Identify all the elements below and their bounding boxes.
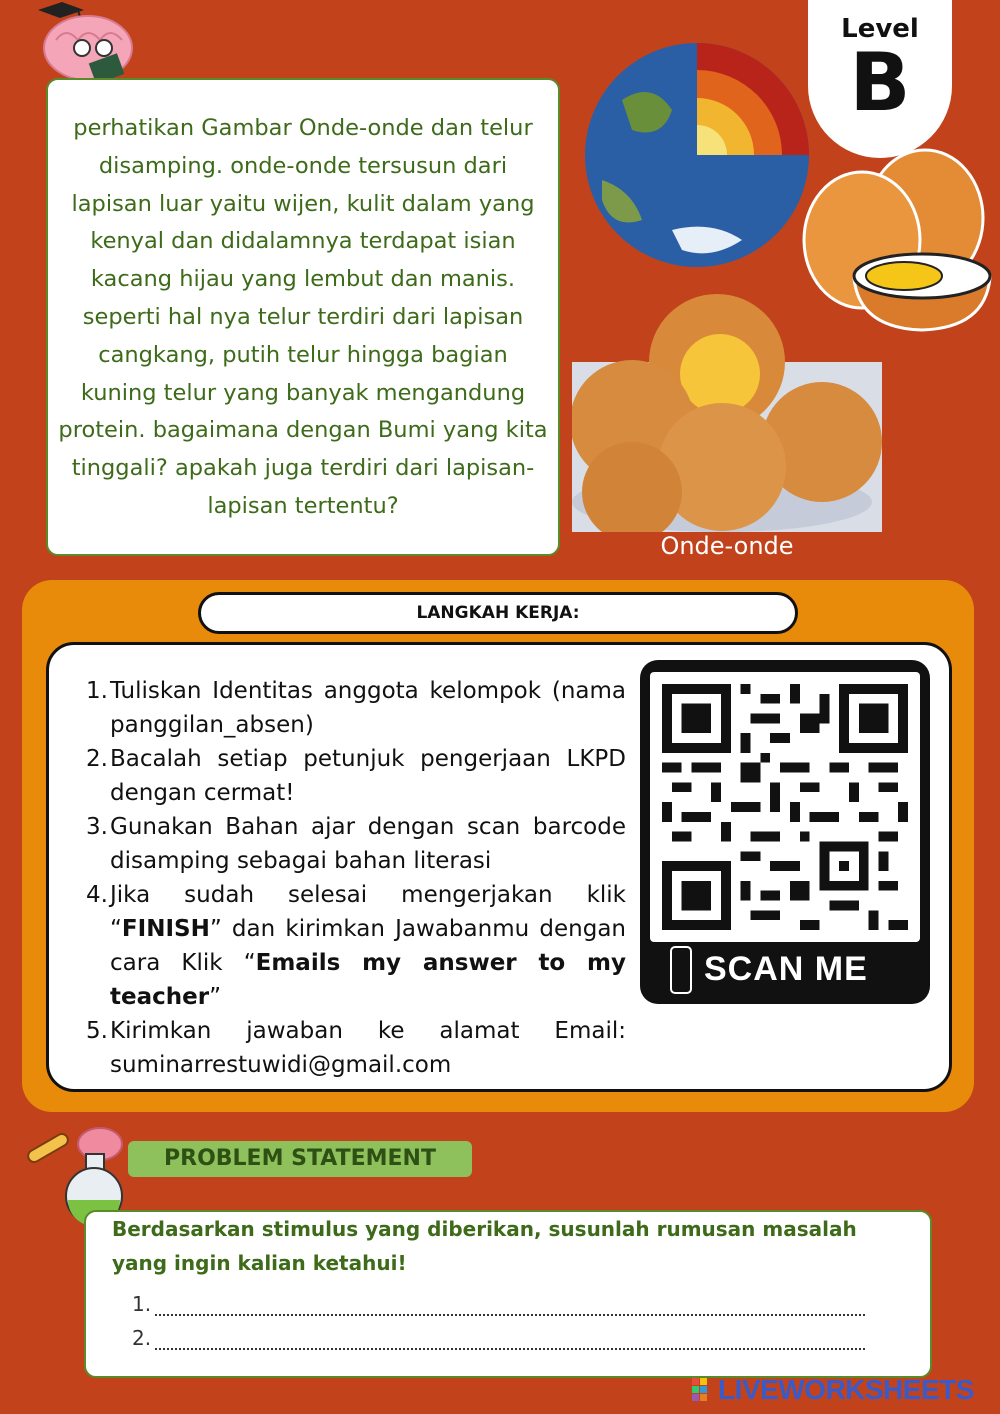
level-badge xyxy=(808,0,952,158)
step-text xyxy=(110,878,626,1014)
level-label: Level xyxy=(841,14,919,44)
step-text: Bacalah setiap petunjuk pengerjaan LKPD dengan cermat! xyxy=(110,746,626,806)
phone-scan-icon xyxy=(670,946,692,994)
answer-input-1[interactable] xyxy=(155,1298,865,1316)
onde-onde-caption: Onde-onde xyxy=(660,532,794,560)
steps-list xyxy=(86,674,626,1082)
answer-input-2[interactable] xyxy=(155,1332,865,1350)
intro-text: perhatikan Gambar Onde-onde dan telur disamping. onde-onde tersusun dari lapisan luar yaitu wijen, kulit dalam yang kenyal dan didalamnya terdapat isian kacang hijau yang lembut dan manis. seperti hal nya telur terdiri dari lapisan cangkang, putih telur hingga bagian kuning telur yang banyak mengandung protein. bagaimana dengan Bumi yang kita tinggali? apakah juga terdiri dari lapisan-lapisan tertentu? xyxy=(58,115,548,519)
intro-box xyxy=(46,78,560,556)
answer-line-number: 1. xyxy=(132,1292,152,1316)
email-answer-keyword: Emails my answer to my teacher xyxy=(110,950,627,1010)
step-text: Kirimkan jawaban ke alamat Email: suminarrestuwidi@gmail.com xyxy=(110,1018,626,1078)
step-text-part: Jika sudah selesai mengerjakan klik “ xyxy=(110,882,626,942)
answer-line-number: 2. xyxy=(132,1326,152,1350)
earth-cross-section-image xyxy=(582,40,812,270)
liveworksheets-logo-icon xyxy=(692,1378,716,1402)
step-text-part: ” xyxy=(209,984,221,1010)
scan-me-label: SCAN ME xyxy=(704,950,868,988)
list-item xyxy=(86,1014,626,1082)
step-number: 2. xyxy=(86,746,108,772)
level-letter: B xyxy=(849,36,911,129)
step-text: Tuliskan Identitas anggota kelompok (nama panggilan_absen) xyxy=(110,678,626,738)
list-item xyxy=(86,742,626,810)
steps-header: LANGKAH KERJA: xyxy=(198,592,798,634)
answer-line[interactable] xyxy=(132,1326,872,1350)
step-number: 3. xyxy=(86,814,108,840)
step-number: 5. xyxy=(86,1018,108,1044)
list-item xyxy=(86,674,626,742)
problem-statement-title: PROBLEM STATEMENT xyxy=(164,1146,436,1171)
list-item xyxy=(86,878,626,1014)
qr-code-icon[interactable] xyxy=(662,684,908,930)
step-number: 4. xyxy=(86,882,108,908)
onde-onde-image xyxy=(572,292,882,532)
step-text: Gunakan Bahan ajar dengan scan barcode disamping sebagai bahan literasi xyxy=(110,814,626,874)
step-number: 1. xyxy=(86,678,108,704)
finish-keyword: FINISH xyxy=(121,916,210,942)
step-text-part: ” dan kirimkan Jawabanmu dengan cara Klik “ xyxy=(110,916,626,976)
problem-instruction: Berdasarkan stimulus yang diberikan, susunlah rumusan masalah yang ingin kalian ketahui! xyxy=(112,1217,857,1275)
answer-line[interactable] xyxy=(132,1292,872,1316)
liveworksheets-brand[interactable]: LIVEWORKSHEETS xyxy=(718,1374,974,1405)
list-item xyxy=(86,810,626,878)
